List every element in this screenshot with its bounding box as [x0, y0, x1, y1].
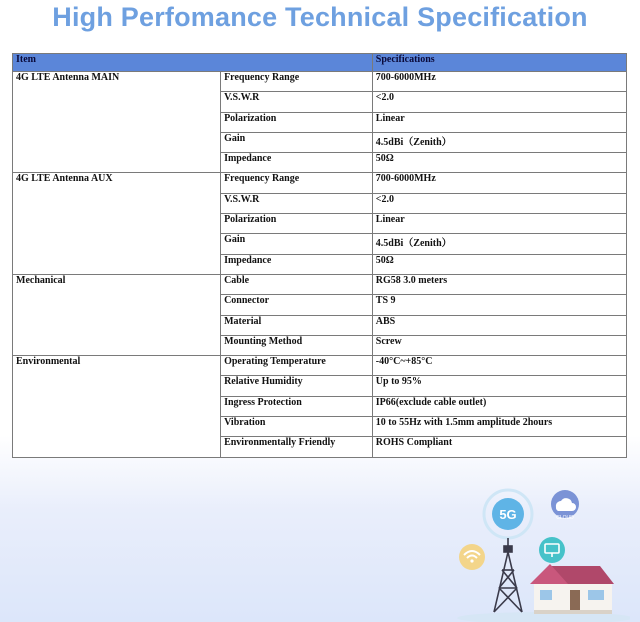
house-icon: [530, 564, 614, 614]
group-name: Mechanical: [13, 274, 221, 355]
param-name: Gain: [221, 234, 373, 254]
param-value: 50Ω: [372, 254, 626, 274]
param-value: Screw: [372, 335, 626, 355]
table-header-row: [13, 54, 627, 72]
param-name: Connector: [221, 295, 373, 315]
param-value: ABS: [372, 315, 626, 335]
param-name: Environmentally Friendly: [221, 437, 373, 457]
param-value: 4.5dBi（Zenith）: [372, 234, 626, 254]
header-specifications: Specifications: [372, 54, 626, 72]
param-name: Frequency Range: [221, 72, 373, 92]
param-name: V.S.W.R: [221, 92, 373, 112]
header-item: Item: [13, 54, 373, 72]
cell-tower-icon: [494, 538, 522, 612]
table-row: [13, 274, 627, 294]
param-name: V.S.W.R: [221, 193, 373, 213]
param-value: 50Ω: [372, 153, 626, 173]
cloud-label: CLOUD: [556, 515, 574, 521]
param-value: Linear: [372, 112, 626, 132]
param-name: Operating Temperature: [221, 356, 373, 376]
param-value: Up to 95%: [372, 376, 626, 396]
param-name: Mounting Method: [221, 335, 373, 355]
param-value: 10 to 55Hz with 1.5mm amplitude 2hours: [372, 417, 626, 437]
wifi-icon: [459, 544, 485, 570]
table-row: [13, 72, 627, 92]
table-body: [13, 72, 627, 458]
param-value: IP66(exclude cable outlet): [372, 396, 626, 416]
param-value: <2.0: [372, 193, 626, 213]
param-name: Cable: [221, 274, 373, 294]
param-value: TS 9: [372, 295, 626, 315]
param-name: Frequency Range: [221, 173, 373, 193]
param-value: -40°C~+85°C: [372, 356, 626, 376]
param-value: 700-6000MHz: [372, 72, 626, 92]
param-name: Impedance: [221, 153, 373, 173]
param-value: RG58 3.0 meters: [372, 274, 626, 294]
param-name: Ingress Protection: [221, 396, 373, 416]
monitor-icon: [539, 537, 565, 563]
param-name: Impedance: [221, 254, 373, 274]
badge-5g: [484, 490, 532, 538]
param-name: Polarization: [221, 214, 373, 234]
spec-table: [12, 53, 627, 458]
group-name: 4G LTE Antenna AUX: [13, 173, 221, 274]
group-name: Environmental: [13, 356, 221, 457]
network-illustration: [450, 480, 630, 622]
cloud-icon: [551, 490, 579, 521]
param-name: Vibration: [221, 417, 373, 437]
param-value: <2.0: [372, 92, 626, 112]
table-row: [13, 173, 627, 193]
param-name: Polarization: [221, 112, 373, 132]
group-name: 4G LTE Antenna MAIN: [13, 72, 221, 173]
param-name: Material: [221, 315, 373, 335]
page-title: High Perfomance Technical Specification: [52, 2, 588, 32]
param-value: ROHS Compliant: [372, 437, 626, 457]
param-value: 4.5dBi（Zenith）: [372, 132, 626, 152]
param-value: 700-6000MHz: [372, 173, 626, 193]
table-row: [13, 356, 627, 376]
param-value: Linear: [372, 214, 626, 234]
badge-5g-label: 5G: [499, 507, 517, 522]
param-name: Relative Humidity: [221, 376, 373, 396]
param-name: Gain: [221, 132, 373, 152]
